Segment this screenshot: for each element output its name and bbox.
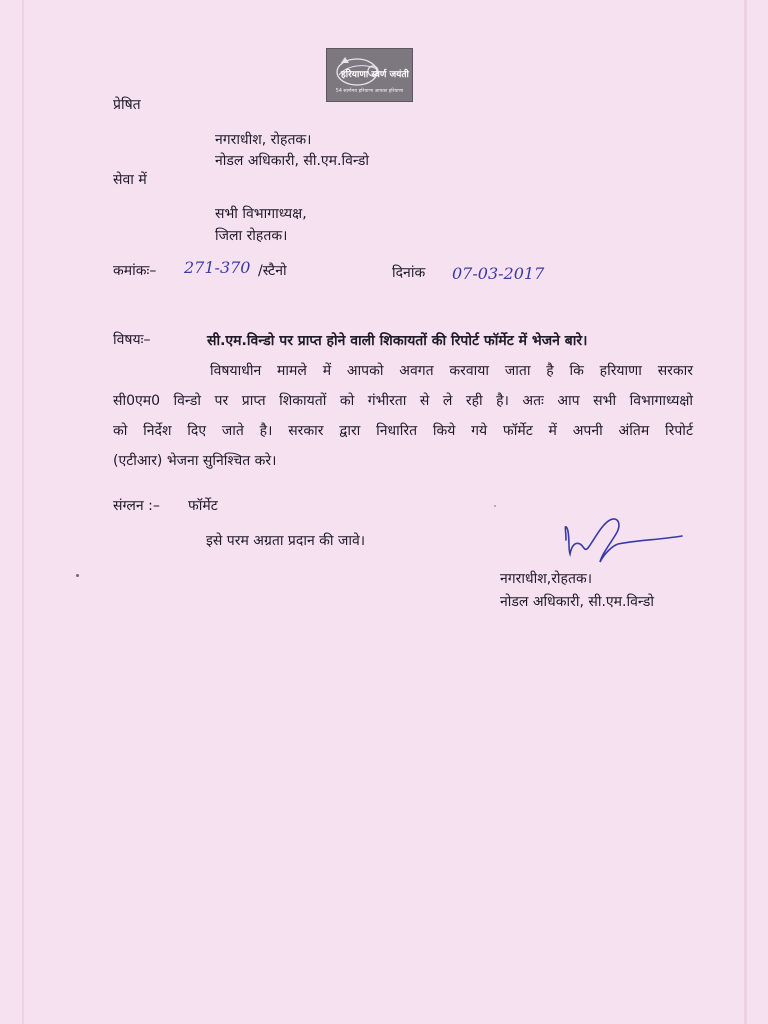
to-label: सेवा में [113, 172, 147, 188]
subject-label: विषयः– [113, 332, 151, 348]
letterhead-logo [326, 48, 413, 102]
date-label: दिनांक [392, 265, 426, 281]
date-value: 07-03-2017 [452, 264, 545, 283]
body-paragraph [113, 356, 693, 476]
signatory-line-1: नगराधीश,रोहतक। [500, 571, 593, 587]
page-edge-right [744, 0, 747, 1024]
enclosure-label: संग्लन :– [113, 498, 160, 514]
to-line-2: जिला रोहतक। [215, 228, 288, 244]
body-line-4: (एटीआर) भेजना सुनिश्चित करे। [113, 453, 277, 469]
subject-text: सी.एम.विन्डो पर प्राप्त होने वाली शिकायतों की रिपोर्ट फॉर्मेट में भेजने बारे। [207, 333, 588, 349]
from-line-1: नगराधीश, रोहतक। [215, 132, 312, 148]
paper-speck [494, 505, 496, 507]
ref-label: कमांकः– [113, 263, 157, 279]
body-line-3: को निर्देश दिए जाते है। सरकार द्वारा निधारित किये गये फॉर्मेट में अपनी अंतिम रिपोर्ट [113, 423, 693, 439]
page-edge-left [22, 0, 24, 1024]
to-line-1: सभी विभागाध्यक्ष, [215, 206, 307, 222]
from-line-2: नोडल अधिकारी, सी.एम.विन्डो [215, 153, 370, 169]
ref-number: 271-370 [184, 258, 251, 277]
paper-speck [76, 574, 79, 577]
signatory-line-2: नोडल अधिकारी, सी.एम.विन्डो [500, 594, 655, 610]
logo-text: हरियाणा स्वर्ण जयंती [341, 70, 409, 80]
handwritten-signature [558, 510, 688, 570]
priority-note: इसे परम अग्रता प्रदान की जावे। [206, 533, 366, 549]
body-line-2: सी0एम0 विन्डो पर प्राप्त शिकायतों को गंभीरता से ले रही है। अतः आप सभी विभागाध्यक्षो [113, 393, 693, 409]
ref-suffix: /स्टैनो [258, 263, 287, 279]
enclosure-value: फॉर्मेट [188, 498, 218, 514]
from-label: प्रेषित [113, 97, 141, 113]
body-line-1: विषयाधीन मामले में आपको अवगत करवाया जाता है कि हरियाणा सरकार [210, 363, 693, 379]
logo-tagline: 54 स्वर्णमय हरियाणा आपका हरियाणा [335, 89, 404, 94]
